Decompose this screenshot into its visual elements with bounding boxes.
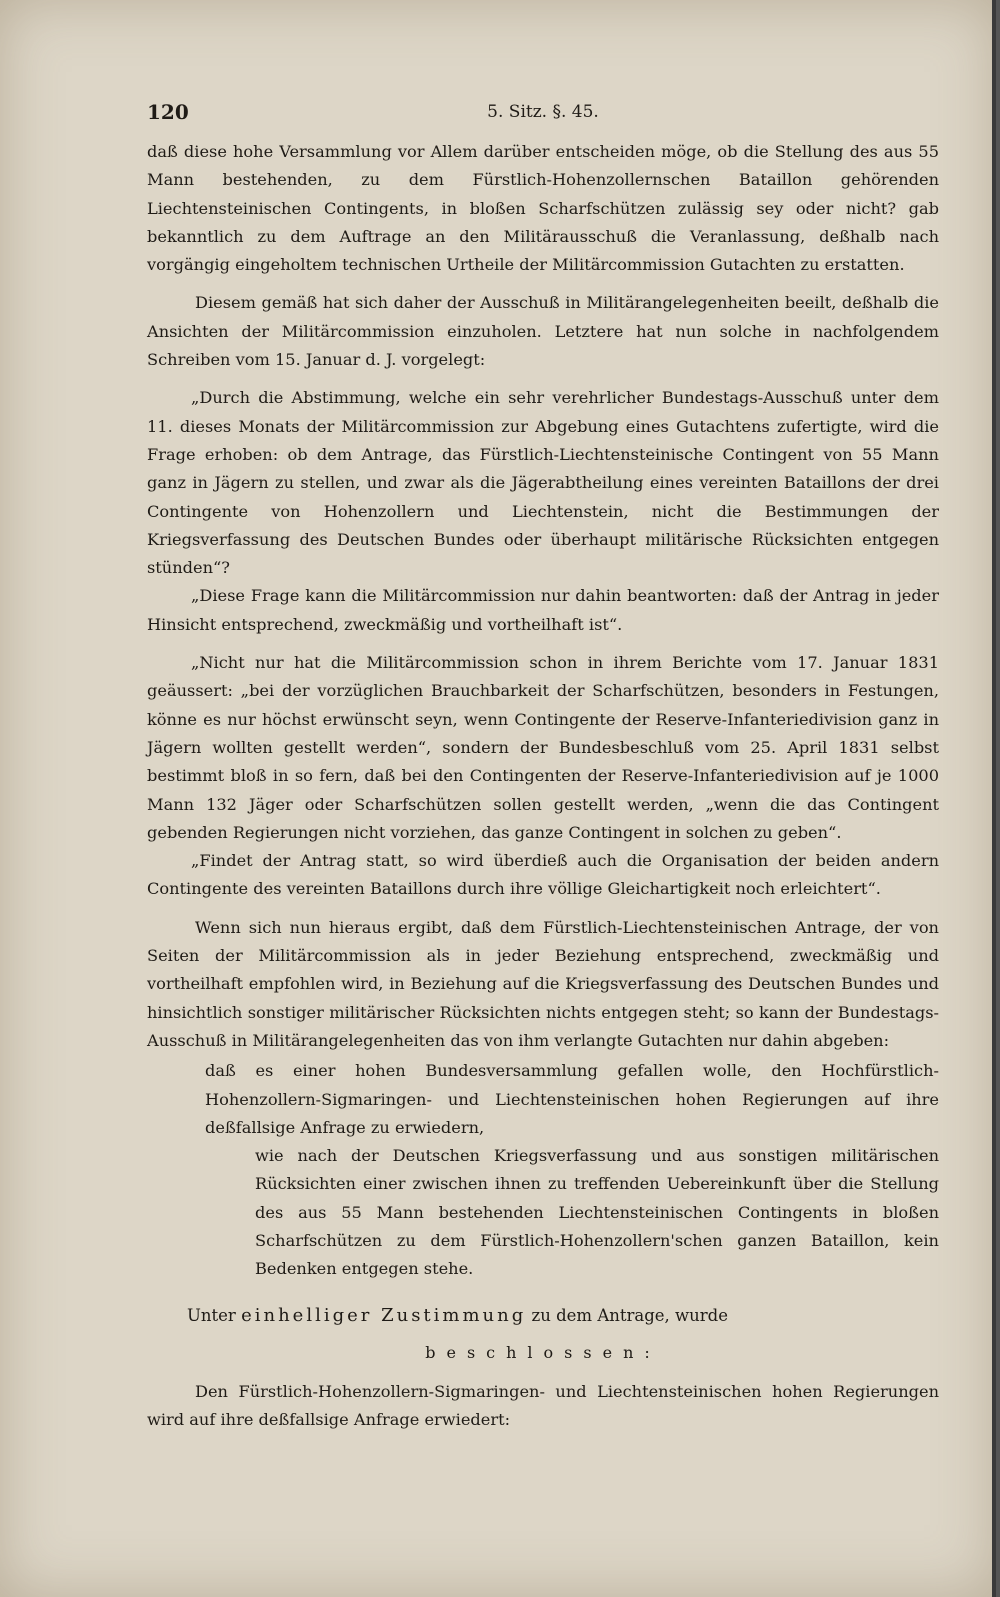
vote-before: Unter [187, 1305, 236, 1325]
page-number: 120 [147, 100, 189, 124]
quote-vote-request: „Durch die Abstimmung, welche ein sehr verehrlicher Bundestags-Ausschuß unter dem 11. dieses Monats der Militärcommission zur Abgebung eines Gutachtens zufertigte, wird die Frage erhoben: ob dem Antrage, das Fürstlich-Liechtensteinische Contingent von 55 Mann ganz in Jägern zu stellen, und zwar als die Jägerabtheilung eines vereinten Bataillons der drei Contingente von Hohenzollern und Liechtenstein, nicht die Bestimmungen der Kriegsverfassung des Deutschen Bundes oder überhaupt militärische Rücksichten entgegen stünden“? [147, 388, 939, 578]
running-head: 5. Sitz. §. 45. [487, 102, 599, 122]
page-content [147, 96, 939, 1434]
vote-line [187, 1302, 939, 1330]
paragraph-question: daß diese hohe Versammlung vor Allem darüber entscheiden möge, ob die Stellung des aus 55 Mann bestehenden, zu dem Fürstlich-Hohenzollernschen Bataillon gehörenden Liechtensteinischen Contingents, in bloßen Scharfschützen zulässig sey oder nicht? gab bekanntlich zu dem Auftrage an den Militärausschuß die Veranlassung, deßhalb nach vorgängig eingeholtem technischen Urtheile der Militärcommission Gutachten zu erstatten. [147, 142, 939, 275]
paragraph-commission-request: Diesem gemäß hat sich daher der Ausschuß in Militärangelegenheiten beeilt, deßhalb die Ansichten der Militärcommission einzuholen. Letztere hat nun solche in nachfolgendem Schreiben vom 15. Januar d. J. vorgelegt: [147, 293, 939, 370]
final-resolution: Den Fürstlich-Hohenzollern-Sigmaringen- und Liechtensteinischen hohen Regierungen wird auf ihre deßfallsige Anfrage erwiedert: [147, 1381, 939, 1430]
vote-after: zu dem Antrage, wurde [531, 1305, 728, 1325]
page-header [147, 96, 939, 130]
decision-proposal: daß es einer hohen Bundesversammlung gefallen wolle, den Hochfürstlich-Hohenzollern-Sigmaringen- und Liechtensteinischen hohen Regierungen auf ihre deßfallsige Anfrage zu erwiedern, [205, 1061, 939, 1137]
quote-organisation: „Findet der Antrag statt, so wird überdieß auch die Organisation der beiden andern Contingente des vereinten Bataillons durch ihre völlige Gleichartigkeit noch erleichtert“. [147, 851, 939, 899]
resolved-heading: beschlossen: [425, 1342, 661, 1362]
page-edge [992, 0, 996, 1597]
quote-commission-report: „Nicht nur hat die Militärcommission schon in ihrem Berichte vom 17. Januar 1831 geäussert: „bei der vorzüglichen Brauchbarkeit der Scharfschützen, besonders in Festungen, könne es nur höchst erwünscht seyn, wenn Contingente der Reserve-Infanteriedivision ganz in Jägern wollten gestellt werden“, sondern der Bundesbeschluß vom 25. April 1831 selbst bestimmt bloß in so fern, daß bei den Contingenten der Reserve-Infanteriedivision auf je 1000 Mann 132 Jäger oder Scharfschützen sollen gestellt werden, „wenn die das Contingent gebenden Regierungen nicht vorziehen, das ganze Contingent in solchen zu geben“. [147, 653, 939, 842]
decision-detail: wie nach der Deutschen Kriegsverfassung und aus sonstigen militärischen Rücksichten einer zwischen ihnen zu treffenden Uebereinkunft über die Stellung des aus 55 Mann bestehenden Liechtensteinischen Contingents in bloßen Scharfschützen zu dem Fürstlich-Hohenzollern'schen ganzen Bataillon, kein Bedenken entgegen stehe. [255, 1146, 939, 1279]
vote-emphasis: einhelliger Zustimmung [241, 1304, 527, 1326]
quote-commission-answer: „Diese Frage kann die Militärcommission nur dahin beantworten: daß der Antrag in jeder Hinsicht entsprechend, zweckmäßig und vortheilhaft ist“. [147, 586, 939, 634]
paragraph-conclusion: Wenn sich nun hieraus ergibt, daß dem Fürstlich-Liechtensteinischen Antrage, der von Seiten der Militärcommission als in jeder Beziehung entsprechend, zweckmäßig und vortheilhaft empfohlen wird, in Beziehung auf die Kriegsverfassung des Deutschen Bundes und hinsichtlich sonstiger militärischer Rücksichten nichts entgegen steht; so kann der Bundestags-Ausschuß in Militärangelegenheiten das von ihm verlangte Gutachten nur dahin abgeben: [147, 917, 939, 1050]
